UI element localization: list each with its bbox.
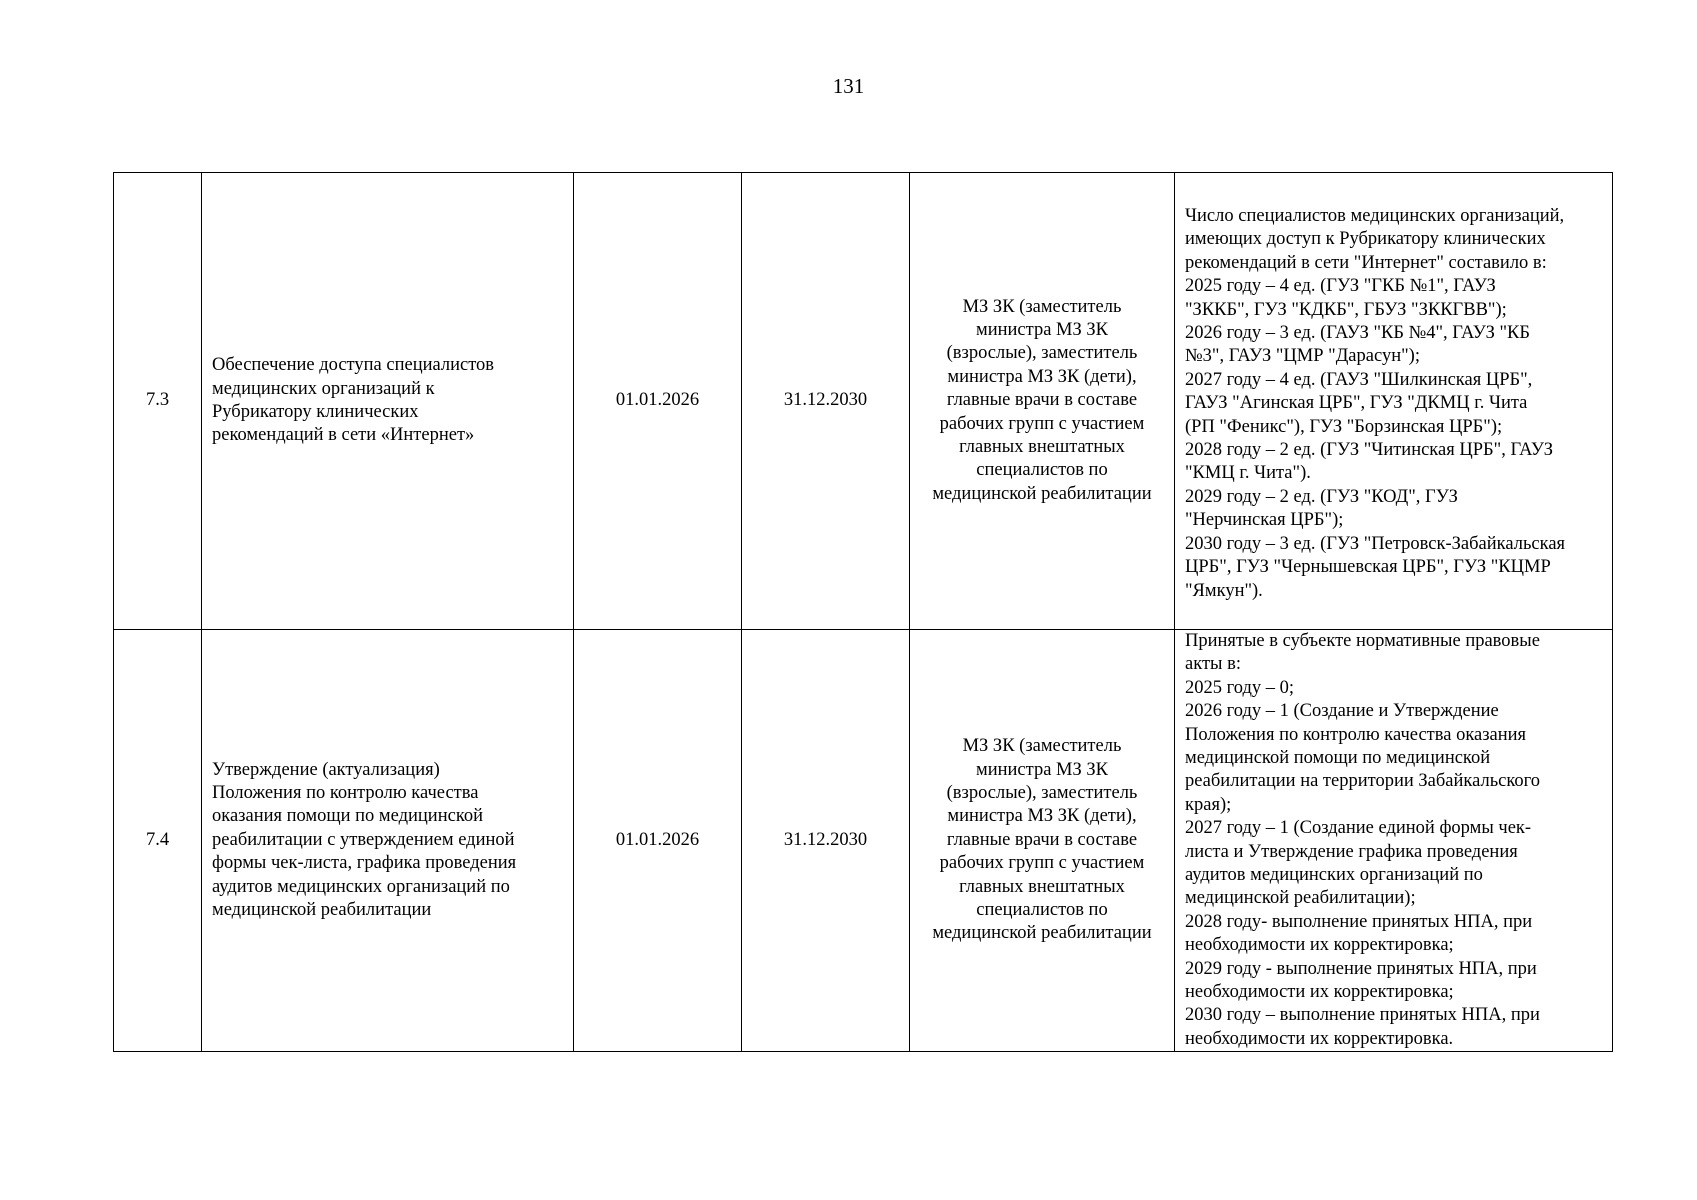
table-row	[114, 173, 1613, 630]
responsible-line: (взрослые), заместитель	[946, 343, 1138, 364]
result-line: 2030 году – 3 ед. (ГУЗ "Петровск-Забайкальская	[1185, 533, 1566, 554]
responsible-line: главных внештатных	[959, 876, 1125, 897]
responsible-line: рабочих групп с участием	[939, 853, 1145, 874]
responsible-line: министра МЗ ЗК (дети),	[947, 366, 1137, 387]
result-line: Положения по контролю качества оказания	[1185, 724, 1527, 745]
responsible-line: главные врачи в составе	[946, 829, 1138, 850]
result-line: имеющих доступ к Рубрикатору клинических	[1185, 229, 1546, 250]
event-line: оказания помощи по медицинской	[212, 806, 484, 827]
result-line: Принятые в субъекте нормативные правовые	[1185, 630, 1540, 651]
result-line: 2029 году – 2 ед. (ГУЗ "КОД", ГУЗ	[1185, 486, 1458, 507]
result-line: 2027 году – 1 (Создание единой формы чек-	[1185, 818, 1532, 839]
event-line: Утверждение (актуализация)	[212, 759, 440, 780]
responsible-line: медицинской реабилитации	[932, 483, 1152, 504]
result-line: 2025 году – 4 ед. (ГУЗ "ГКБ №1", ГАУЗ	[1185, 276, 1496, 297]
responsible-line: специалистов по	[976, 460, 1108, 481]
responsible-line: министра МЗ ЗК	[976, 320, 1108, 341]
start-date: 01.01.2026	[574, 629, 742, 1051]
result-line: "Ямкун").	[1185, 580, 1263, 601]
responsible-line: министра МЗ ЗК (дети),	[947, 806, 1137, 827]
result-line: медицинской реабилитации);	[1185, 888, 1416, 909]
plan-table	[113, 172, 1613, 1052]
result-line: "ЗККБ", ГУЗ "КДКБ", ГБУЗ "ЗККГВВ");	[1185, 299, 1507, 320]
result-line: Число специалистов медицинских организаций,	[1185, 206, 1565, 226]
responsible-line: медицинской реабилитации	[932, 923, 1152, 944]
responsible-line: главных внештатных	[959, 437, 1125, 458]
expected-result	[1175, 629, 1613, 1051]
event-line: медицинской реабилитации	[212, 900, 432, 921]
result-line: листа и Утверждение графика проведения	[1185, 841, 1518, 862]
event-line: аудитов медицинских организаций по	[212, 876, 510, 897]
start-date: 01.01.2026	[574, 173, 742, 630]
result-line: края);	[1185, 794, 1232, 815]
result-line: 2026 году – 3 ед. (ГАУЗ "КБ №4", ГАУЗ "КБ	[1185, 323, 1530, 344]
responsible-line: специалистов по	[976, 900, 1108, 921]
event-line: реабилитации с утверждением единой	[212, 829, 515, 850]
result-line: рекомендаций в сети "Интернет" составило в:	[1185, 252, 1547, 273]
responsible-line: (взрослые), заместитель	[946, 783, 1138, 804]
result-line: ГАУЗ "Агинская ЦРБ", ГУЗ "ДКМЦ г. Чита	[1185, 393, 1528, 414]
event-line: Обеспечение доступа специалистов	[212, 355, 495, 376]
result-line: (РП "Феникс"), ГУЗ "Борзинская ЦРБ");	[1185, 416, 1503, 437]
result-line: 2027 году – 4 ед. (ГАУЗ "Шилкинская ЦРБ",	[1185, 369, 1533, 390]
responsible-line: главные врачи в составе	[946, 390, 1138, 411]
result-line: №3", ГАУЗ "ЦМР "Дарасун");	[1185, 346, 1420, 367]
result-line: реабилитации на территории Забайкальского	[1185, 771, 1541, 792]
result-line: 2028 году – 2 ед. (ГУЗ "Читинская ЦРБ", ГАУЗ	[1185, 440, 1553, 461]
result-line: 2028 году- выполнение принятых НПА, при	[1185, 911, 1533, 932]
event-description	[202, 173, 574, 630]
result-line: ЦРБ", ГУЗ "Чернышевская ЦРБ", ГУЗ "КЦМР	[1185, 557, 1551, 578]
result-line: акты в:	[1185, 654, 1241, 675]
responsible-line: министра МЗ ЗК	[976, 759, 1108, 780]
table-row	[114, 629, 1613, 1051]
responsible-parties	[910, 173, 1175, 630]
responsible-parties	[910, 629, 1175, 1051]
result-line: аудитов медицинских организаций по	[1185, 864, 1483, 885]
event-line: Положения по контролю качества	[212, 783, 479, 804]
result-line: медицинской помощи по медицинской	[1185, 747, 1491, 768]
result-line: "КМЦ г. Чита").	[1185, 463, 1311, 484]
expected-result	[1175, 173, 1613, 630]
result-line: "Нерчинская ЦРБ");	[1185, 510, 1344, 531]
result-line: необходимости их корректировка;	[1185, 982, 1454, 1002]
row-number: 7.4	[114, 629, 202, 1051]
responsible-line: МЗ ЗК (заместитель	[962, 736, 1122, 757]
row-number: 7.3	[114, 173, 202, 630]
event-line: формы чек-листа, графика проведения	[212, 853, 517, 874]
result-line: 2030 году – выполнение принятых НПА, при	[1185, 1005, 1540, 1026]
event-description	[202, 629, 574, 1051]
end-date: 31.12.2030	[742, 173, 910, 630]
result-line: 2026 году – 1 (Создание и Утверждение	[1185, 701, 1499, 722]
responsible-line: МЗ ЗК (заместитель	[962, 296, 1122, 317]
page-number: 131	[832, 74, 865, 98]
result-line: 2025 году – 0;	[1185, 677, 1295, 698]
result-line: 2029 году - выполнение принятых НПА, при	[1185, 958, 1537, 979]
end-date: 31.12.2030	[742, 629, 910, 1051]
event-line: медицинских организаций к	[212, 378, 435, 399]
event-line: Рубрикатору клинических	[212, 401, 419, 422]
responsible-line: рабочих групп с участием	[939, 413, 1145, 434]
result-line: необходимости их корректировка;	[1185, 935, 1454, 956]
event-line: рекомендаций в сети «Интернет»	[212, 425, 475, 446]
result-line: необходимости их корректировка.	[1185, 1028, 1454, 1049]
